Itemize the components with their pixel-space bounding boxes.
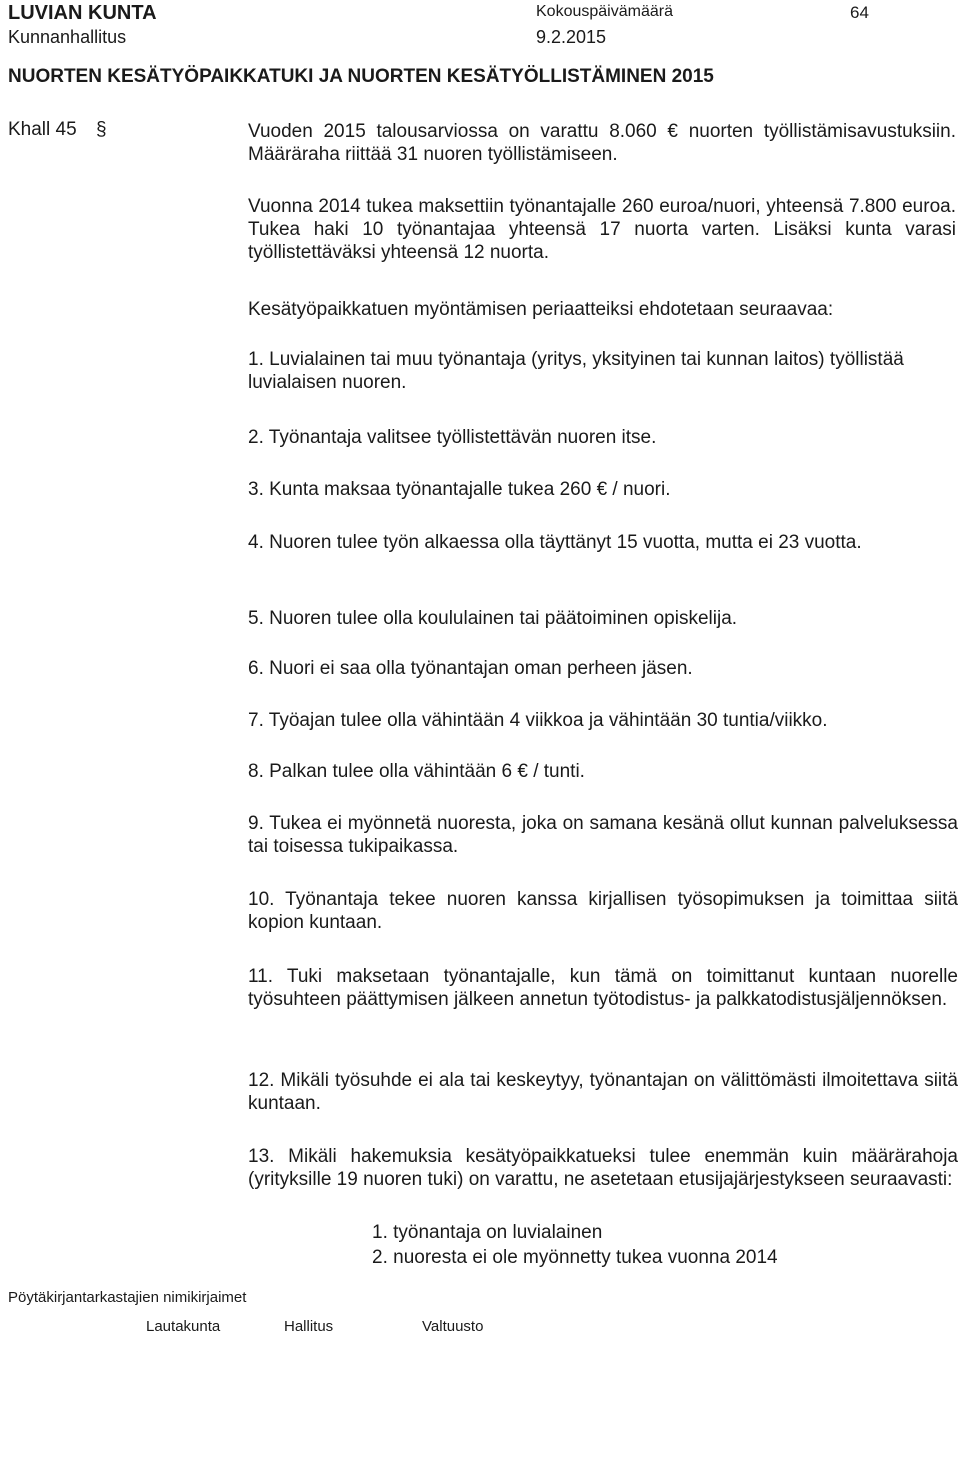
date-value: 9.2.2015 [536, 27, 607, 47]
list-item: 6. Nuori ei saa olla työnantajan oman perheen jäsen. [248, 658, 693, 679]
list-item: 13. Mikäli hakemuksia kesätyöpaikkatueksi tulee enemmän kuin määrärahoja (yrityksille 19 nuoren tuki) on varattu, ne asetetaan etusijajärjestykseen seuraavasti: [248, 1146, 958, 1190]
intro-paragraph-1: Vuoden 2015 talousarviossa on varattu 8.060 € nuorten työllistämisavustuksiin. Määräraha riittää 31 nuoren työllistämiseen. [248, 121, 956, 165]
list-item: 9. Tukea ei myönnetä nuoresta, joka on samana kesänä ollut kunnan palveluksessa tai toisessa tukipaikassa. [248, 813, 958, 857]
list-item: 3. Kunta maksaa työnantajalle tukea 260 € / nuori. [248, 479, 671, 500]
org-name: LUVIAN KUNTA [8, 2, 157, 24]
list-item: 1. Luvialainen tai muu työnantaja (yritys, yksityinen tai kunnan laitos) työllistää luvialaisen nuoren. [248, 349, 904, 393]
footer-col-hallitus: Hallitus [284, 1318, 334, 1335]
list-item: 12. Mikäli työsuhde ei ala tai keskeytyy, työnantajan on välittömästi ilmoitettava siitä kuntaan. [248, 1070, 958, 1114]
footer-col-lautakunta: Lautakunta [146, 1318, 221, 1335]
section-ref-label: Khall 45 [8, 119, 77, 140]
intro-paragraph-3: Kesätyöpaikkatuen myöntämisen periaatteiksi ehdotetaan seuraavaa: [248, 299, 834, 320]
list-item: 11. Tuki maksetaan työnantajalle, kun tämä on toimittanut kuntaan nuorelle työsuhteen päättymisen jälkeen annetun työtodistus- ja palkkatodistusjäljennöksen. [248, 966, 958, 1010]
footer-col-valtuusto: Valtuusto [422, 1318, 484, 1335]
date-label: Kokouspäivämäärä [536, 3, 673, 20]
list-item: 10. Työnantaja tekee nuoren kanssa kirjallisen työsopimuksen ja toimittaa siitä kopion kuntaan. [248, 889, 958, 933]
section-symbol: § [95, 119, 107, 140]
list-item: 4. Nuoren tulee työn alkaessa olla täyttänyt 15 vuotta, mutta ei 23 vuotta. [248, 532, 862, 553]
intro-paragraph-2: Vuonna 2014 tukea maksettiin työnantajalle 260 euroa/nuori, yhteensä 7.800 euroa. Tukea haki 10 työnantajaa yhteensä 17 nuorta varten. Lisäksi kunta varasi työllistettäväksi yhteensä 12 nuorta. [248, 196, 956, 263]
section-ref [8, 119, 107, 141]
list-item: 8. Palkan tulee olla vähintään 6 € / tunti. [248, 761, 585, 782]
list-item: 7. Työajan tulee olla vähintään 4 viikkoa ja vähintään 30 tuntia/viikko. [248, 710, 828, 731]
list-item: 5. Nuoren tulee olla koululainen tai päätoiminen opiskelija. [248, 608, 738, 629]
page-number: 64 [850, 3, 869, 22]
body-name: Kunnanhallitus [8, 27, 127, 47]
sub-list-item: 2. nuoresta ei ole myönnetty tukea vuonna 2014 [372, 1247, 778, 1268]
page-title: NUORTEN KESÄTYÖPAIKKATUKI JA NUORTEN KESÄTYÖLLISTÄMINEN 2015 [8, 66, 714, 87]
signatures-label: Pöytäkirjantarkastajien nimikirjaimet [8, 1289, 247, 1306]
list-item: 2. Työnantaja valitsee työllistettävän nuoren itse. [248, 427, 657, 448]
sub-list-item: 1. työnantaja on luvialainen [372, 1222, 603, 1243]
